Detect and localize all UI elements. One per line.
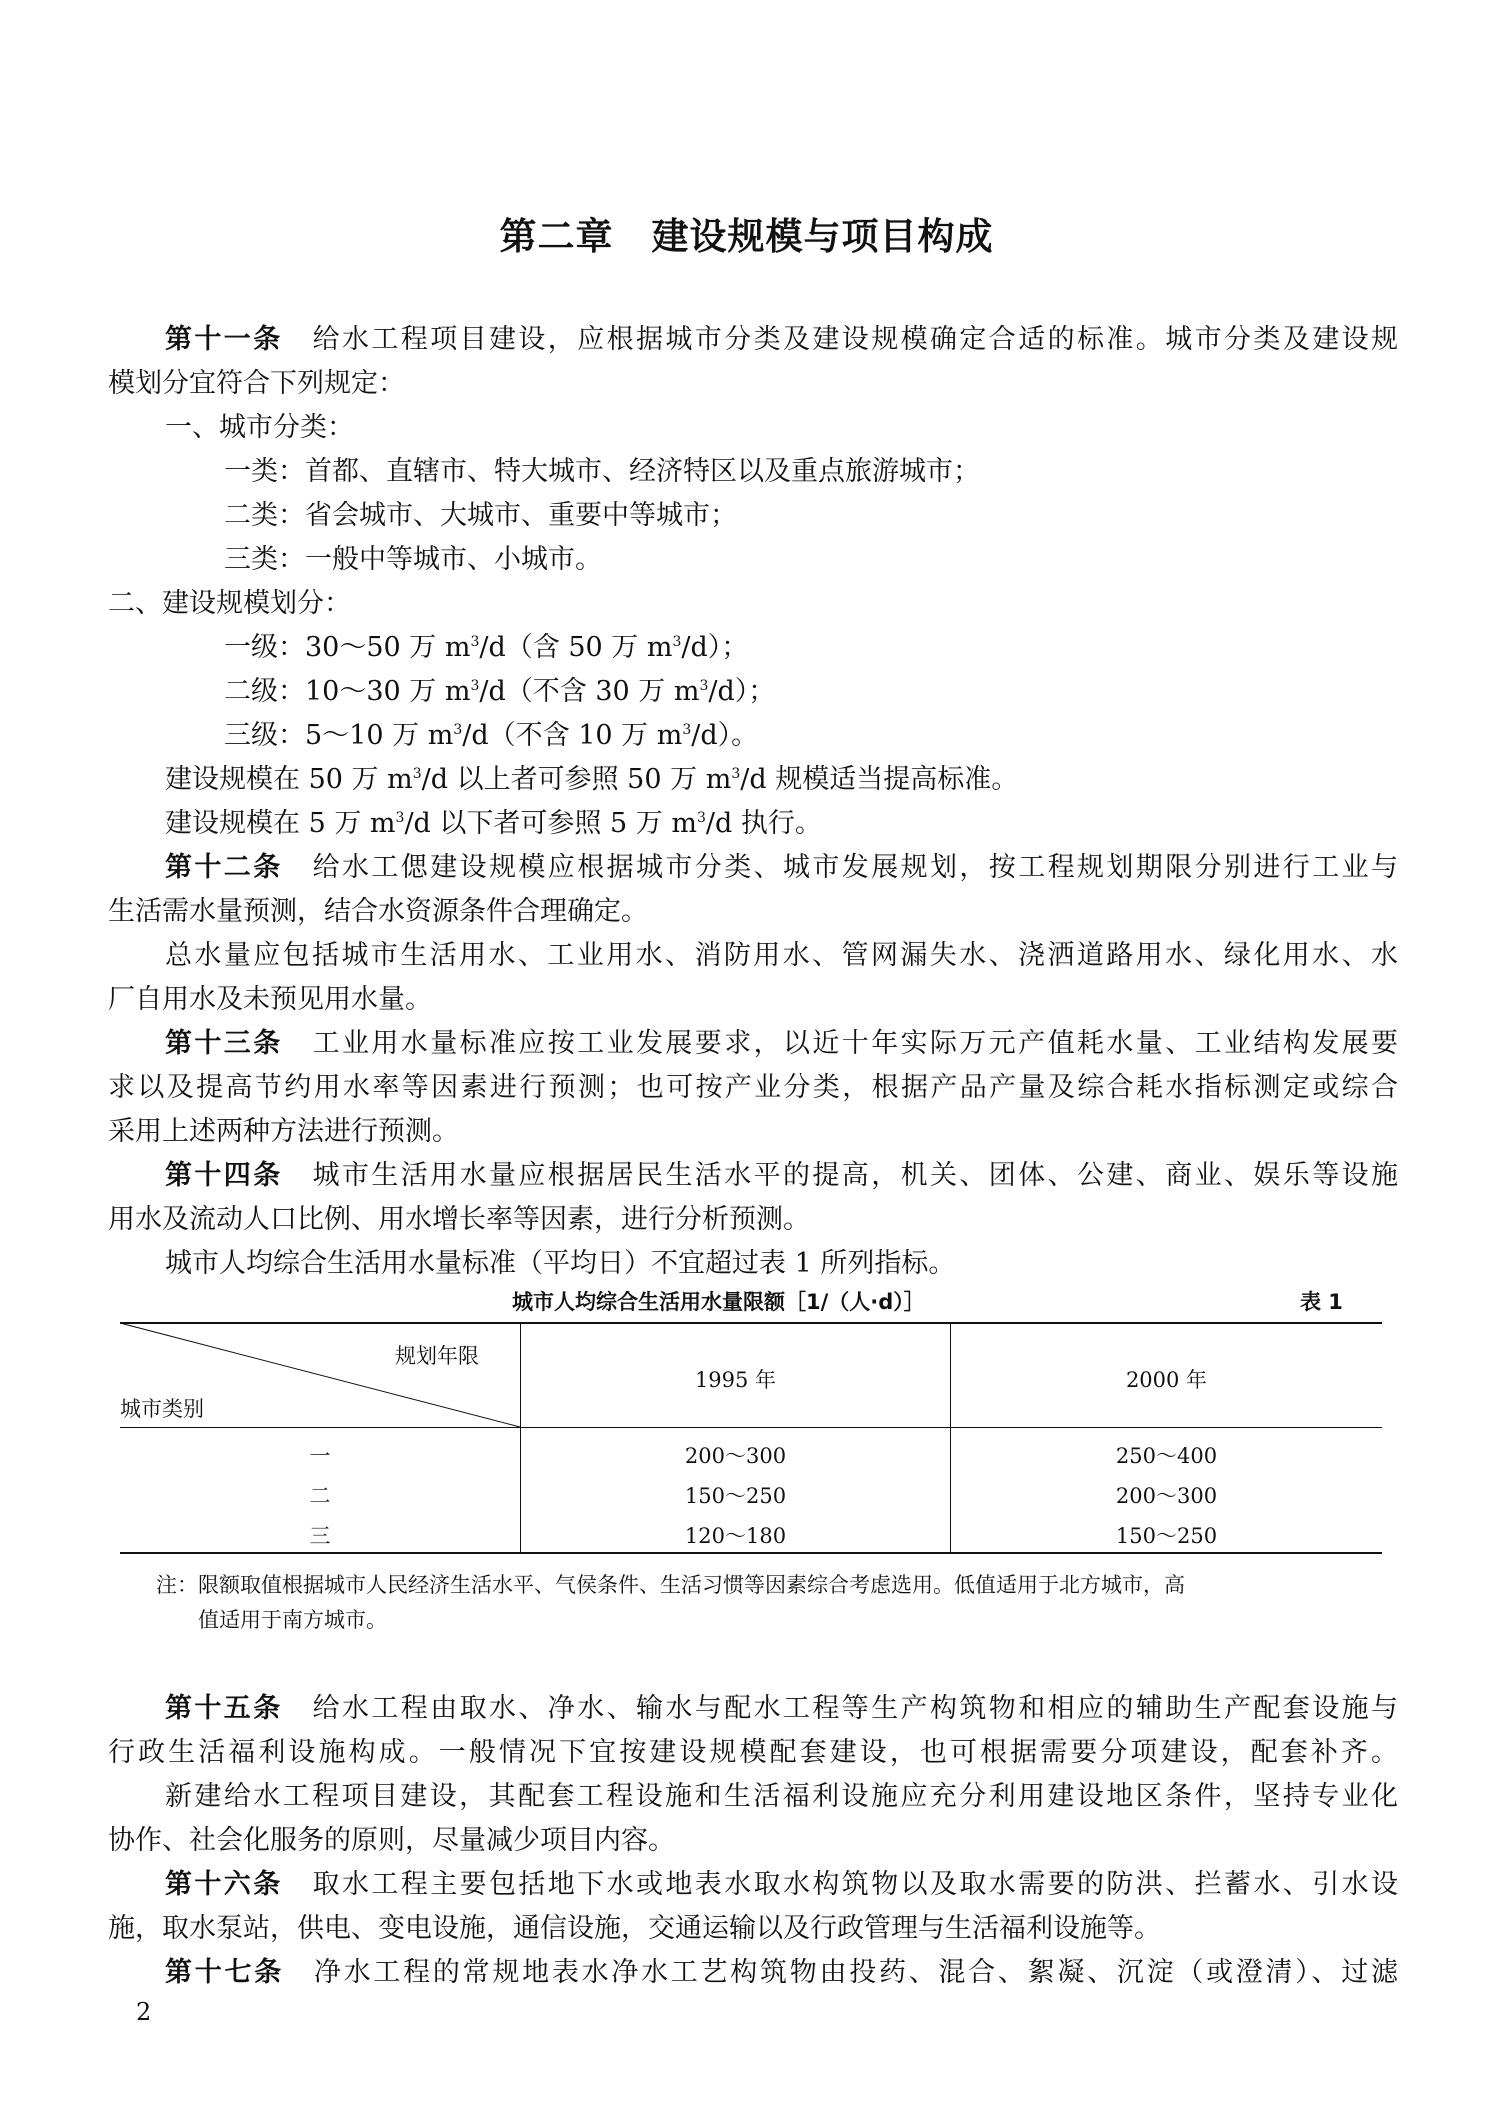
table-caption: 城市人均综合生活用水量限额［1/（人·d）］	[512, 1290, 925, 1314]
city-class-2: 二类：省会城市、大城市、重要中等城市；	[224, 500, 737, 531]
table-row-category: 三	[309, 1524, 331, 1548]
table-row-category: 一	[309, 1444, 331, 1468]
article-17-label: 第十七条	[165, 1957, 284, 1988]
article-14-line-2: 用水及流动人口比例、用水增长率等因素，进行分析预测。	[108, 1204, 810, 1235]
city-class-3: 三类：一般中等城市、小城市。	[224, 544, 602, 575]
article-11-line-2: 模划分宜符合下列规定：	[108, 368, 405, 399]
scale-below-5: 建设规模在 5 万 $m^3/d$ 以下者可参照 5 万 $m^3/d$ 执行。	[165, 808, 822, 839]
article-15-line-4: 协作、社会化服务的原则，尽量减少项目内容。	[108, 1825, 675, 1856]
table-note-line-2: 值适用于南方城市。	[198, 1608, 387, 1632]
article-12-label: 第十二条	[165, 852, 283, 883]
table-note-line-1: 注：限额取值根据城市人民经济生活水平、气侯条件、生活习惯等因素综合考虑选用。低值适用于北方城市，高	[156, 1573, 1185, 1597]
article-12-line-1: 第十二条 给水工偲建设规模应根据城市分类、城市发展规划，按工程规划期限分别进行工业与	[165, 852, 1398, 883]
article-12-line-3: 总水量应包括城市生活用水、工业用水、消防用水、管网漏失水、浇洒道路用水、绿化用水、水	[165, 940, 1398, 971]
table-divider-2	[950, 1323, 951, 1553]
article-15-line-1: 第十五条 给水工程由取水、净水、输水与配水工程等生产构筑物和相应的辅助生产配套设施与	[165, 1693, 1398, 1724]
article-14-label: 第十四条	[165, 1160, 283, 1191]
scale-grade-1: 一级：30～50 万 $m^3/d$（含 50 万 $m^3/d$）；	[224, 632, 749, 663]
city-class-1: 一类：首都、直辖市、特大城市、经济特区以及重点旅游城市；	[224, 456, 980, 487]
table-cell: 250～400	[1115, 1444, 1218, 1468]
article-11-line-1: 第十一条 给水工程项目建设，应根据城市分类及建设规模确定合适的标准。城市分类及建设规	[165, 324, 1398, 355]
table-number: 表 1	[1300, 1290, 1343, 1314]
table-col-header-2000: 2000 年	[1125, 1368, 1208, 1392]
article-13-line-2: 求以及提高节约用水率等因素进行预测；也可按产业分类，根据产品产量及综合耗水指标测定或综合	[108, 1072, 1398, 1103]
article-15-line-3: 新建给水工程项目建设，其配套工程设施和生活福利设施应充分利用建设地区条件，坚持专业化	[165, 1781, 1398, 1812]
table-cell: 150～250	[1115, 1524, 1218, 1548]
article-12-line-2: 生活需水量预测，结合水资源条件合理确定。	[108, 896, 648, 927]
page-number: 2	[136, 1998, 152, 2026]
city-classification-heading: 一、城市分类：	[165, 412, 354, 443]
table-row-category: 二	[309, 1484, 331, 1508]
article-15-line-2: 行政生活福利设施构成。一般情况下宜按建设规模配套建设，也可根据需要分项建设，配套补齐。	[108, 1737, 1398, 1768]
table-cell: 200～300	[1115, 1484, 1218, 1508]
article-13-line-3: 采用上述两种方法进行预测。	[108, 1116, 459, 1147]
scale-division-heading: 二、建设规模划分：	[108, 588, 351, 619]
article-14-line-3: 城市人均综合生活用水量标准（平均日）不宜超过表 1 所列指标。	[165, 1248, 956, 1279]
scale-above-50: 建设规模在 50 万 $m^3/d$ 以上者可参照 50 万 $m^3/d$ 规模适当提高标准。	[165, 764, 1019, 795]
article-13-line-1: 第十三条 工业用水量标准应按工业发展要求，以近十年实际万元产值耗水量、工业结构发展要	[165, 1028, 1398, 1059]
article-16-line-2: 施，取水泵站，供电、变电设施，通信设施，交通运输以及行政管理与生活福利设施等。	[108, 1913, 1161, 1944]
article-11-label: 第十一条	[165, 324, 283, 355]
table-corner-category-label: 城市类别	[120, 1397, 204, 1421]
scale-grade-2: 二级：10～30 万 $m^3/d$（不含 30 万 $m^3/d$）；	[224, 676, 776, 707]
table-cell: 150～250	[684, 1484, 787, 1508]
article-12-line-4: 厂自用水及未预见用水量。	[108, 984, 432, 1015]
table-bottom-rule	[120, 1552, 1382, 1554]
table-col-header-1995: 1995 年	[694, 1368, 777, 1392]
article-13-label: 第十三条	[165, 1028, 283, 1059]
article-16-label: 第十六条	[165, 1869, 283, 1900]
chapter-title: 第二章 建设规模与项目构成	[499, 215, 994, 258]
table-cell: 120～180	[684, 1524, 787, 1548]
article-16-line-1: 第十六条 取水工程主要包括地下水或地表水取水构筑物以及取水需要的防洪、拦蓄水、引水设	[165, 1869, 1398, 1900]
scale-grade-3: 三级：5～10 万 $m^3/d$（不含 10 万 $m^3/d$）。	[224, 720, 759, 751]
article-15-label: 第十五条	[165, 1693, 283, 1724]
article-14-line-1: 第十四条 城市生活用水量应根据居民生活水平的提高，机关、团体、公建、商业、娱乐等设施	[165, 1160, 1398, 1191]
table-cell: 200～300	[684, 1444, 787, 1468]
article-17-line-1: 第十七条 净水工程的常规地表水净水工艺构筑物由投药、混合、絮凝、沉淀（或澄清）、过滤	[165, 1957, 1398, 1988]
table-corner-year-label: 规划年限	[395, 1344, 479, 1368]
